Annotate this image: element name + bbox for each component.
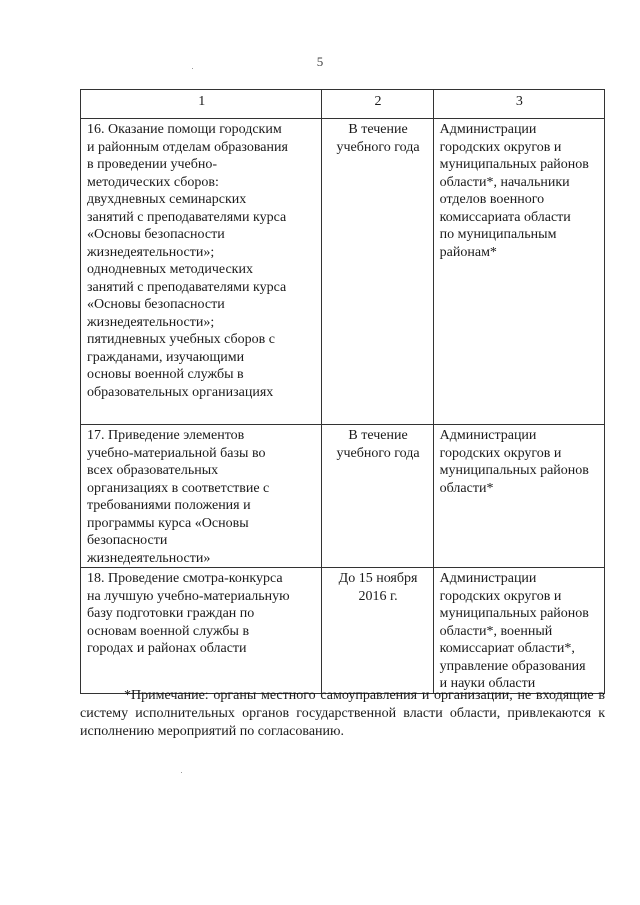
table-header-row <box>81 90 605 119</box>
activity-plan-table <box>80 89 605 694</box>
table-row <box>81 568 605 694</box>
activity-cell: 17. Приведение элементов учебно-материальной базы во всех образовательных организациях в соответствие с требованиями положения и программы курса «Основы безопасности жизнедеятельности» <box>81 425 322 568</box>
table-row <box>81 119 605 425</box>
scan-speck <box>181 772 182 773</box>
activity-cell: 16. Оказание помощи городским и районным отделам образования в проведении учебно- методических сборов: двухдневных семинарских занятий с преподавателями курса «Основы безопасности жизнедеятельности»; однодневных методических занятий с преподавателями курса «Основы безопасности жизнедеятельности»; пятидневных учебных сборов с гражданами, изучающими основы военной службы в образовательных организациях <box>81 119 322 425</box>
header-col-2: 2 <box>322 90 433 119</box>
responsible-cell: Администрации городских округов и муниципальных районов области* <box>433 425 604 568</box>
table-row <box>81 425 605 568</box>
deadline-cell: В течение учебного года <box>322 425 433 568</box>
footnote: *Примечание: органы местного самоуправления и организации, не входящие в систему исполнительных органов государственной власти области, привлекаются к исполнению мероприятий по согласованию. <box>80 688 605 739</box>
activity-cell: 18. Проведение смотра-конкурса на лучшую учебно-материальную базу подготовки граждан по основам военной службы в городах и районах области <box>81 568 322 694</box>
scan-speck <box>192 68 193 69</box>
responsible-cell: Администрации городских округов и муниципальных районов области*, начальники отделов военного комиссариата области по муниципальным районам* <box>433 119 604 425</box>
page-number: 5 <box>316 54 324 69</box>
deadline-cell: В течение учебного года <box>322 119 433 425</box>
deadline-cell: До 15 ноября 2016 г. <box>322 568 433 694</box>
header-col-3: 3 <box>433 90 604 119</box>
header-col-1: 1 <box>81 90 322 119</box>
responsible-cell: Администрации городских округов и муниципальных районов области*, военный комиссариат области*, управление образования и науки области <box>433 568 604 694</box>
